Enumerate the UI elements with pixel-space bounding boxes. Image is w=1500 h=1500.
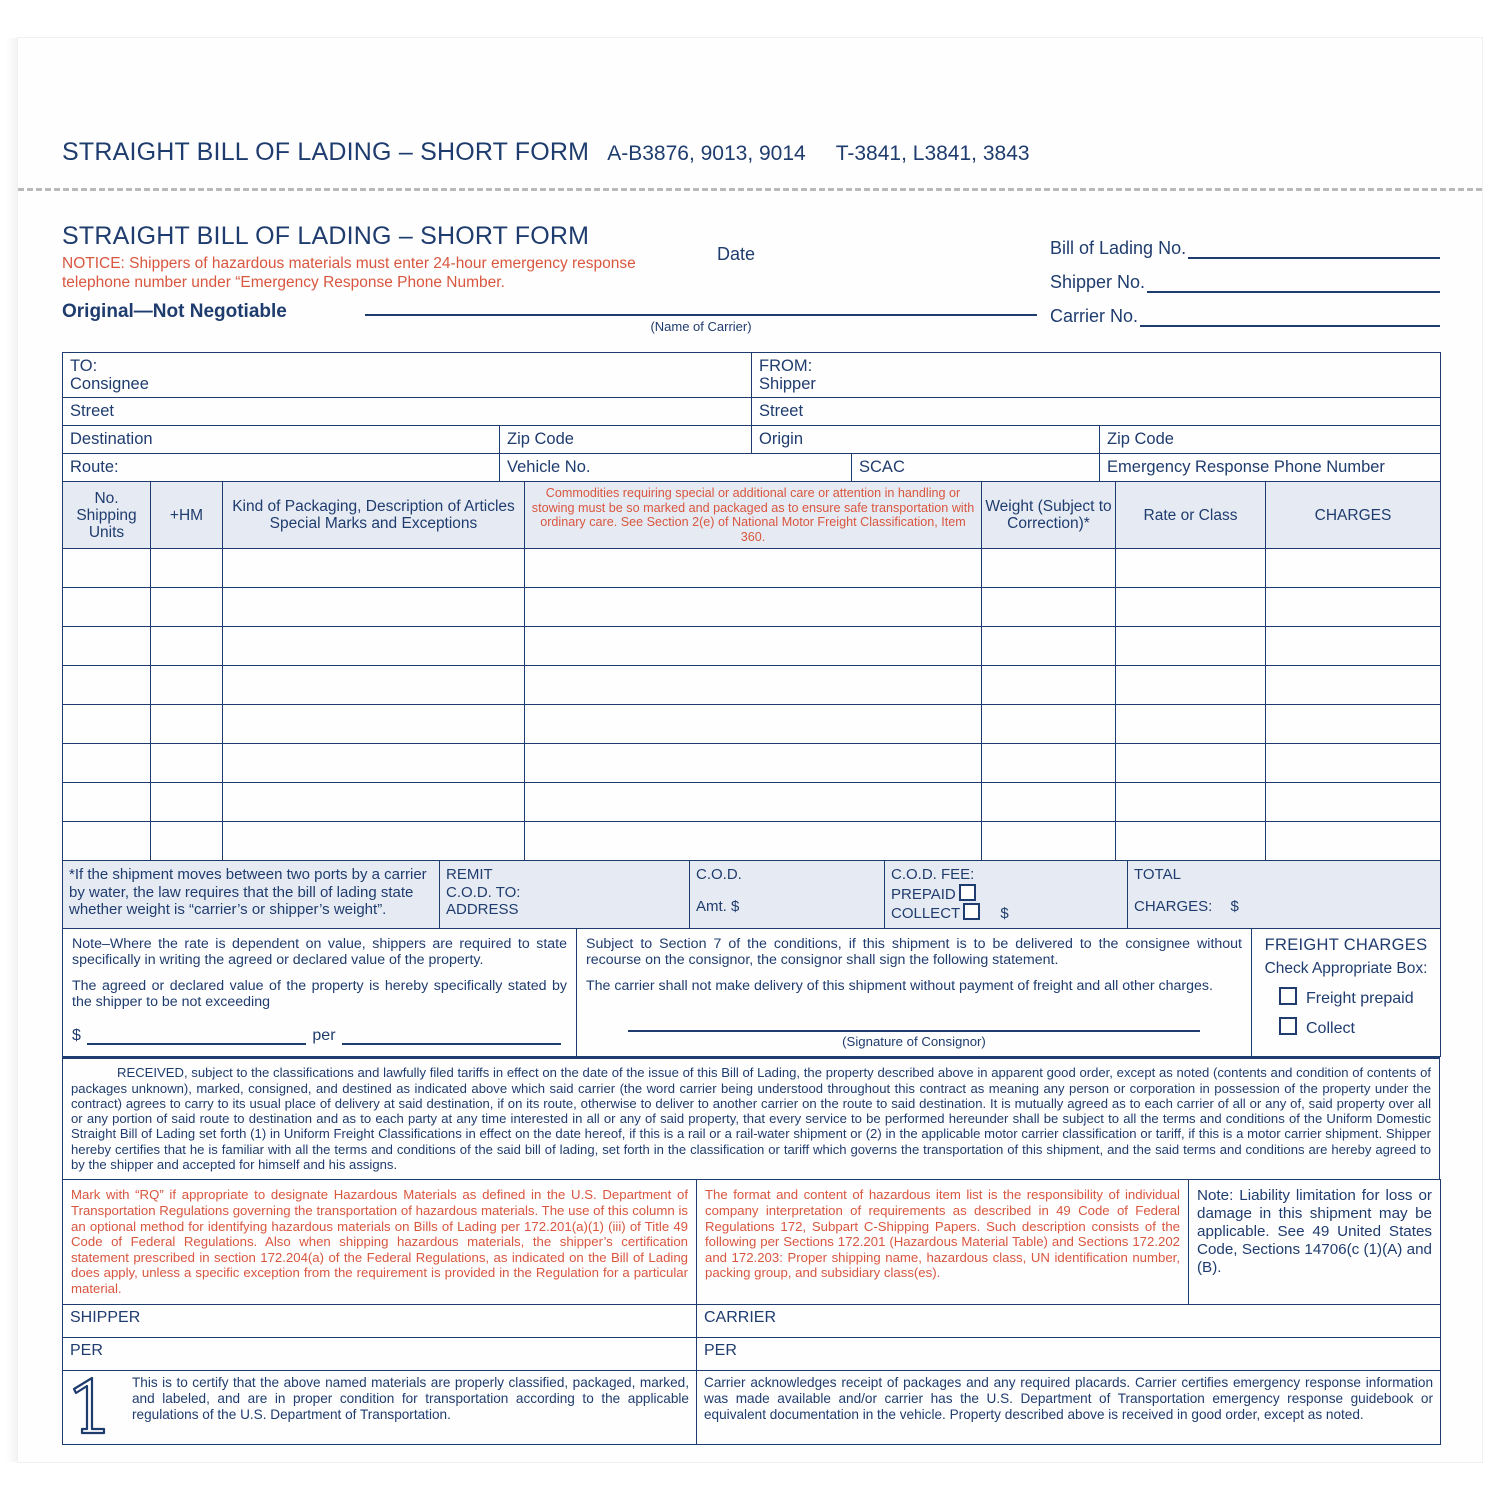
carrier-name-caption: (Name of Carrier) [650,319,752,334]
to-label: TO: [70,357,98,375]
shipper-cell[interactable] [752,353,1441,398]
address-grid [62,352,1441,482]
item-cell[interactable] [63,627,151,666]
item-cell[interactable] [151,705,223,744]
item-cell[interactable] [151,549,223,588]
cod-label: C.O.D. [696,866,742,883]
cod-amt-label: Amt. $ [696,897,740,915]
col-commodities-note [525,482,982,549]
items-body [63,549,1441,861]
shipper-no-label: Shipper No. [1050,272,1146,292]
items-header-row [63,482,1441,549]
consignee-label: Consignee [70,375,149,393]
form-title: STRAIGHT BILL OF LADING – SHORT FORM [62,222,590,250]
notes-strip [62,928,1441,1058]
reference-number-fields [1050,238,1440,340]
section7-text [586,936,1242,995]
table-row [63,822,1441,861]
table-row [63,627,1441,666]
bill-of-lading-no-label: Bill of Lading No. [1050,238,1187,258]
emergency-phone-label: Emergency Response Phone Number [1107,458,1385,476]
table-row [63,1304,1441,1337]
table-row [63,454,1441,482]
table-row [63,783,1441,822]
table-row [63,666,1441,705]
consignor-signature-caption: (Signature of Consignor) [842,1034,986,1050]
item-cell[interactable] [223,744,525,783]
shipper-street-cell[interactable]: Street [752,398,1441,426]
copy-number-icon [70,1375,122,1440]
commodities-note-text: Commodities requiring special or additional care or attention in handling or stowing must be so marked and packaged as to ensure safe transportation with ordinary care. See Section 2(e) of National Motor Freight Classification, Item 360. [531,486,975,544]
item-cell[interactable] [223,705,525,744]
liability-note-cell [1189,1180,1441,1304]
shipper-certification-text: This is to certify that the above named materials are properly classified, packaged, marked, and labeled, and are in proper condition for transportation according to the applicable regulations of the U.S. Department of Transportation. [132,1374,689,1422]
shipper-certification-wrap [70,1375,689,1440]
item-cell[interactable] [151,744,223,783]
top-banner-codes-a: A-B3876, 9013, 9014 [607,142,806,165]
item-cell[interactable] [1116,822,1266,861]
consignor-signature-rule[interactable] [628,1030,1200,1032]
item-cell[interactable] [223,783,525,822]
freight-prepaid-option[interactable] [1279,987,1431,1008]
item-cell[interactable] [1116,666,1266,705]
declared-value-p1: Note–Where the rate is dependent on value, shippers are required to state specifically in writing the agreed or declared value of the property. [72,935,567,969]
cod-fee-cell[interactable] [885,861,1128,929]
freight-prepaid-label: Freight prepaid [1306,989,1414,1007]
hazmat-notice: NOTICE: Shippers of hazardous materials must enter 24-hour emergency response telephone number under “Emergency Response Phone Number. [62,255,636,291]
section7-cell [577,928,1252,1057]
table-row [63,398,1441,426]
route-cell[interactable]: Route: [63,454,500,482]
col-charges: CHARGES [1266,482,1441,549]
item-cell[interactable] [1266,783,1441,822]
item-cell[interactable] [151,822,223,861]
item-cell[interactable] [1116,588,1266,627]
item-cell[interactable] [982,744,1116,783]
freight-collect-label: Collect [1306,1019,1355,1037]
item-cell[interactable] [525,783,982,822]
freight-collect-option[interactable] [1279,1017,1431,1038]
cod-fee-dollar: $ [1000,905,1009,922]
shipper-per-cell[interactable]: PER [63,1337,697,1370]
item-cell[interactable] [1266,666,1441,705]
item-cell[interactable] [151,627,223,666]
table-row [63,1370,1441,1444]
date-field[interactable] [717,244,1057,265]
item-cell[interactable] [223,666,525,705]
cod-prepaid-label: PREPAID [891,885,956,903]
hazmat-strip [62,1179,1441,1304]
vehicle-no-cell[interactable]: Vehicle No. [500,454,852,482]
item-cell[interactable] [151,783,223,822]
total-charges-row [1134,898,1434,916]
item-cell[interactable] [525,822,982,861]
freight-charges-cell [1252,928,1441,1057]
item-cell[interactable] [63,744,151,783]
received-terms-text: RECEIVED, subject to the classifications and lawfully filed tariffs in effect on the date of the issue of this Bill of Lading, the property described above in apparent good order, except as noted (contents and condition of contents of packages unknown), marked, consigned, and destined as indicated above which said carrier (the word carrier being understood throughout this contract as meaning any person or corporation in possession of the property under the contract) agrees to carry to its usual place of delivery at said destination, if on its route, otherwise to deliver to another carrier on the route to said destination. It is mutually agreed as to each carrier of all or any of, said property over all or any portion of said route to destination and as to each party at any time interested in all or any of said property, that every service to be performed hereunder shall be subject to all the terms and conditions of the Uniform Domestic Straight Bill of Lading set forth (1) in Uniform Freight Classifications in effect on the date hereof, if this is a rail or a rail-water shipment or (2) in the applicable motor carrier classification or tariff, if this is a motor carrier shipment. Shipper hereby certifies that he is familiar with all the terms and conditions of the said bill of lading, set forth in the classification or tariff which governs the transportation of this shipment, and the said terms and conditions are hereby agreed to by the shipper and accepted for himself and his assigns. [71,1065,1431,1173]
bill-of-lading-form [62,222,1440,1445]
declared-value-dollar: $ [72,1026,81,1044]
carrier-per-cell[interactable]: PER [697,1337,1441,1370]
consignee-cell[interactable] [63,353,752,398]
shipper-signature-cell[interactable]: SHIPPER [63,1304,697,1337]
total-charges-cell[interactable] [1128,861,1441,929]
declared-value-p2: The agreed or declared value of the property is hereby specifically stated by the shipper to be not exceeding [72,977,567,1011]
item-cell[interactable] [63,822,151,861]
signature-strip [62,1304,1441,1445]
col-description: Kind of Packaging, Description of Articles Special Marks and Exceptions [223,482,525,549]
table-row [63,861,1441,929]
item-cell[interactable] [1266,588,1441,627]
item-cell[interactable] [63,588,151,627]
liability-note-text: Note: Liability limitation for loss or damage in this shipment may be applicable. See 49 United States Code, Sections 14706(c (1)(A) and (B). [1197,1187,1432,1277]
item-cell[interactable] [1116,549,1266,588]
table-row [63,426,1441,454]
cod-collect-checkbox[interactable] [963,903,980,920]
from-label: FROM: [759,357,813,375]
bill-of-lading-no-rule[interactable] [1188,243,1440,259]
items-table [62,481,1441,861]
weight-footnote-cell: *If the shipment moves between two ports by a carrier by water, the law requires that the bill of lading state whether weight is “carrier’s or shipper’s weight”. [63,861,440,929]
table-row [63,588,1441,627]
cod-amount-cell[interactable] [690,861,885,929]
remit-label: REMIT [446,866,493,883]
item-cell[interactable] [525,666,982,705]
item-cell[interactable] [1116,627,1266,666]
cod-collect-option[interactable] [891,903,1121,923]
cod-prepaid-checkbox[interactable] [959,884,976,901]
item-cell[interactable] [525,627,982,666]
item-cell[interactable] [525,549,982,588]
item-cell[interactable] [525,705,982,744]
item-cell[interactable] [525,744,982,783]
item-cell[interactable] [63,783,151,822]
item-cell[interactable] [1266,744,1441,783]
declared-value-text [72,936,567,1011]
item-cell[interactable] [151,666,223,705]
item-cell[interactable] [525,588,982,627]
table-row [63,549,1441,588]
item-cell[interactable] [223,588,525,627]
destination-zip-cell[interactable]: Zip Code [500,426,752,454]
item-cell[interactable] [1116,783,1266,822]
item-cell[interactable] [982,705,1116,744]
carrier-no-rule[interactable] [1140,311,1440,327]
cod-fee-label: C.O.D. FEE: [891,866,975,883]
received-terms-block [62,1056,1440,1180]
cod-collect-label: COLLECT [891,905,961,922]
carrier-certification-text: Carrier acknowledges receipt of packages and any required placards. Carrier certifies emergency response information was made available and/or carrier has the U.S. Department of Transportation emergency response guidebook or equivalent documentation in the vehicle. Property described above is received in good order, except as noted. [704,1374,1433,1422]
carrier-certification-cell [697,1370,1441,1444]
item-cell[interactable] [982,666,1116,705]
table-row [63,1337,1441,1370]
item-cell[interactable] [63,666,151,705]
declared-value-input-row[interactable] [72,1027,567,1045]
col-weight: Weight (Subject to Correction)* [982,482,1116,549]
scac-cell[interactable]: SCAC [852,454,1100,482]
item-cell[interactable] [223,822,525,861]
section7-p1: Subject to Section 7 of the conditions, if this shipment is to be delivered to the consignee without recourse on the consignor, the consignor shall sign the following statement. [586,935,1242,969]
item-cell[interactable] [1116,744,1266,783]
item-cell[interactable] [1266,822,1441,861]
hazmat-format-cell [697,1180,1189,1304]
declared-value-per-label: per [312,1026,336,1044]
item-cell[interactable] [982,822,1116,861]
cod-strip [62,860,1441,929]
shipper-certification-cell [63,1370,697,1444]
carrier-no-label: Carrier No. [1050,306,1139,326]
item-cell[interactable] [982,627,1116,666]
origin-cell[interactable]: Origin [752,426,1100,454]
date-label: Date [717,244,756,264]
emergency-phone-cell[interactable] [1100,454,1441,482]
page-shadow [6,38,18,1462]
freight-charges-subtitle: Check Appropriate Box: [1264,959,1428,977]
total-label: TOTAL [1134,866,1181,883]
carrier-signature-cell[interactable]: CARRIER [697,1304,1441,1337]
destination-cell[interactable]: Destination [63,426,500,454]
shipper-label: Shipper [759,375,816,393]
table-row [63,928,1441,1057]
item-cell[interactable] [982,588,1116,627]
item-cell[interactable] [63,549,151,588]
consignee-street-cell[interactable]: Street [63,398,752,426]
total-charges-label: CHARGES: [1134,897,1213,915]
table-row [63,353,1441,398]
table-row [63,1180,1441,1304]
item-cell[interactable] [1116,705,1266,744]
item-cell[interactable] [151,588,223,627]
freight-collect-checkbox[interactable] [1279,1017,1297,1035]
freight-charges-title: FREIGHT CHARGES [1264,935,1428,954]
rq-marking-text: Mark with “RQ” if appropriate to designate Hazardous Materials as defined in the U.S. Department of Transportation Regulations governing the transportation of hazardous materials. The use of this column is an optional method for identifying hazardous materials on Bills of Lading per 172.201(a)(1) (iii) of Title 49 Code of Federal Regulations. Also when shipping hazardous materials, the shipper’s certification statement prescribed in section 172.204(a) of the Federal Regulations, as indicated on the Bill of Lading does apply, unless a specific exception from the requirement is provided in the Regulation for a particular material. [71,1187,688,1296]
top-banner-codes-b: T-3841, L3841, 3843 [835,142,1030,165]
col-rate: Rate or Class [1116,482,1266,549]
cod-address-label: ADDRESS [446,901,519,918]
bill-of-lading-no-field[interactable] [1050,238,1440,259]
cod-prepaid-option[interactable] [891,884,1121,904]
origin-zip-cell[interactable]: Zip Code [1100,426,1441,454]
perforation-line [18,188,1482,191]
declared-value-cell [63,928,577,1057]
remit-cod-cell[interactable] [440,861,690,929]
item-cell[interactable] [223,627,525,666]
section7-p2: The carrier shall not make delivery of this shipment without payment of freight and all other charges. [586,977,1213,994]
carrier-no-field[interactable] [1050,306,1440,327]
freight-prepaid-checkbox[interactable] [1279,987,1297,1005]
numeral-one-glyph [70,1375,116,1435]
item-cell[interactable] [1266,549,1441,588]
col-units: No. Shipping Units [63,482,151,549]
total-charges-dollar: $ [1230,897,1239,915]
item-cell[interactable] [1266,627,1441,666]
col-hm: +HM [151,482,223,549]
hazmat-format-text: The format and content of hazardous item list is the responsibility of individual company interpretation of requirements as described in 49 Code of Federal Regulations 172, Subpart C-Shipping Papers. Such description consists of the following per Sections 172.201 (Hazardous Material Table) and Sections 172.202 and 172.203: Proper shipping name, hazardous class, UN identification number, packing group, and subsidiary class(es). [705,1187,1180,1281]
table-row [63,705,1441,744]
item-cell[interactable] [63,705,151,744]
table-row [63,744,1441,783]
form-header [62,222,1440,352]
declared-value-amount-rule[interactable] [87,1030,306,1045]
top-banner [62,138,1030,167]
item-cell[interactable] [982,549,1116,588]
shipper-no-rule[interactable] [1147,277,1440,293]
item-cell[interactable] [1266,705,1441,744]
original-not-negotiable: Original—Not Negotiable [62,301,287,322]
cod-to-label: C.O.D. TO: [446,883,521,901]
top-banner-title: STRAIGHT BILL OF LADING – SHORT FORM [62,138,590,166]
carrier-name-line[interactable] [365,314,1037,316]
shipper-no-field[interactable] [1050,272,1440,293]
item-cell[interactable] [982,783,1116,822]
rq-marking-cell [63,1180,697,1304]
declared-value-per-rule[interactable] [342,1030,561,1045]
item-cell[interactable] [223,549,525,588]
